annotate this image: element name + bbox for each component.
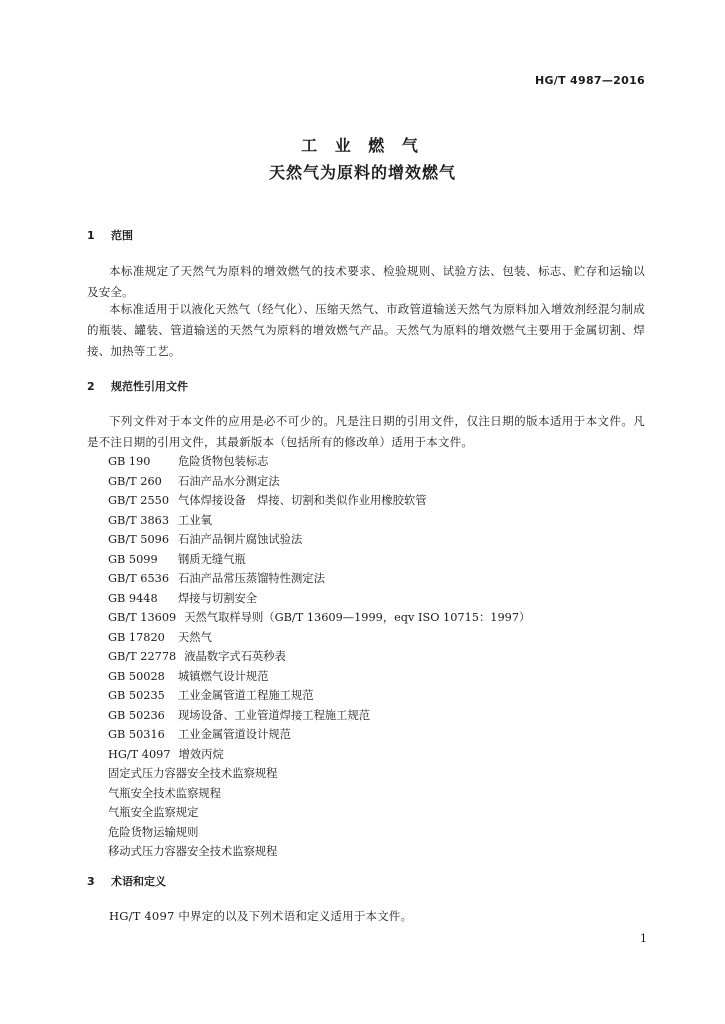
reference-code: HG/T 4097 — [108, 747, 171, 761]
page-number: 1 — [640, 932, 647, 945]
list-item — [108, 764, 530, 784]
reference-code: GB/T 22778 — [108, 650, 177, 663]
reference-title: 石油产品水分测定法 — [178, 474, 280, 488]
section-heading-terms-and-definitions — [87, 873, 166, 889]
document-title: 工 业 燃 气 — [301, 136, 424, 155]
list-item — [108, 530, 530, 550]
list-item — [108, 842, 530, 862]
section-number: 3 — [87, 875, 95, 888]
list-item — [108, 706, 530, 726]
reference-title: 危险货物包装标志 — [178, 455, 269, 468]
reference-code: GB/T 2550 — [108, 494, 170, 507]
section-title: 术语和定义 — [111, 875, 166, 888]
section-heading-normative-references — [87, 378, 188, 394]
reference-code: GB 17820 — [108, 630, 165, 644]
section-title: 规范性引用文件 — [111, 380, 188, 393]
reference-title: 天然气取样导则（GB/T 13609—1999，eqv ISO 10715：1997） — [184, 611, 531, 624]
reference-title: 固定式压力容器安全技术监察规程 — [108, 767, 278, 780]
reference-title: 现场设备、工业管道焊接工程施工规范 — [178, 708, 371, 722]
reference-code: GB 9448 — [108, 591, 158, 605]
reference-code: GB 50316 — [108, 728, 165, 741]
reference-title: 工业金属管道工程施工规范 — [178, 689, 314, 702]
document-subtitle: 天然气为原料的增效燃气 — [268, 163, 456, 182]
page-header-code: HG/T 4987—2016 — [534, 74, 645, 87]
reference-code: GB/T 260 — [108, 474, 162, 488]
reference-title: 移动式压力容器安全技术监察规程 — [108, 845, 278, 858]
reference-title: 工业氧 — [178, 513, 212, 527]
reference-title: 工业金属管道设计规范 — [178, 728, 291, 741]
reference-title: 液晶数字式石英秒表 — [184, 650, 286, 663]
references-intro-paragraph: 下列文件对于本文件的应用是必不可少的。凡是注日期的引用文件，仅注日期的版本适用于本文件。凡是不注日期的引用文件，其最新版本（包括所有的修改单）适用于本文件。 — [87, 414, 645, 449]
terms-intro-paragraph: HG/T 4097 中界定的以及下列术语和定义适用于本文件。 — [109, 909, 413, 923]
reference-title: 焊接与切割安全 — [178, 591, 258, 605]
list-item — [108, 667, 530, 687]
reference-title: 钢质无缝气瓶 — [178, 552, 246, 566]
list-item — [108, 784, 530, 804]
section-number: 1 — [87, 229, 95, 242]
list-item — [108, 452, 530, 472]
list-item — [108, 628, 530, 648]
reference-title: 石油产品铜片腐蚀试验法 — [178, 533, 303, 546]
reference-code: GB 50235 — [108, 689, 165, 702]
reference-code: GB/T 6536 — [108, 572, 170, 585]
reference-code: GB/T 3863 — [108, 513, 170, 527]
scope-paragraph-1: 本标准规定了天然气为原料的增效燃气的技术要求、检验规则、试验方法、包装、标志、贮存和运输以及安全。 — [87, 264, 645, 299]
reference-title: 石油产品常压蒸馏特性测定法 — [178, 572, 325, 585]
list-item — [108, 511, 530, 531]
reference-title: 天然气 — [178, 630, 212, 644]
list-item — [108, 823, 530, 843]
list-item — [108, 608, 530, 628]
list-item — [108, 686, 530, 706]
list-item — [108, 550, 530, 570]
reference-code: GB 5099 — [108, 552, 158, 566]
reference-code: GB/T 5096 — [108, 533, 170, 546]
section-heading-scope — [87, 227, 133, 243]
list-item — [108, 803, 530, 823]
list-item — [108, 745, 530, 765]
list-item — [108, 589, 530, 609]
scope-paragraph-2: 本标准适用于以液化天然气（经气化）、压缩天然气、市政管道输送天然气为原料加入增效剂经混匀制成的瓶装、罐装、管道输送的天然气为原料的增效燃气产品。天然气为原料的增效燃气主要用于金属切割、焊接、加热等工艺。 — [87, 302, 645, 358]
reference-code: GB 50236 — [108, 708, 165, 722]
list-item — [108, 491, 530, 511]
section-number: 2 — [87, 380, 95, 393]
reference-code: GB 50028 — [108, 669, 165, 683]
reference-title: 危险货物运输规则 — [108, 825, 199, 839]
reference-title: 增效丙烷 — [178, 747, 224, 761]
list-item — [108, 647, 530, 667]
section-title: 范围 — [111, 229, 133, 242]
reference-code: GB 190 — [108, 455, 151, 468]
reference-title: 气体焊接设备 焊接、切割和类似作业用橡胶软管 — [178, 494, 427, 507]
reference-title: 气瓶安全监察规定 — [108, 806, 199, 819]
list-item — [108, 569, 530, 589]
list-item — [108, 472, 530, 492]
reference-list — [108, 452, 530, 862]
reference-title: 气瓶安全技术监察规程 — [108, 786, 221, 800]
reference-code: GB/T 13609 — [108, 611, 177, 624]
reference-title: 城镇燃气设计规范 — [178, 669, 269, 683]
list-item — [108, 725, 530, 745]
